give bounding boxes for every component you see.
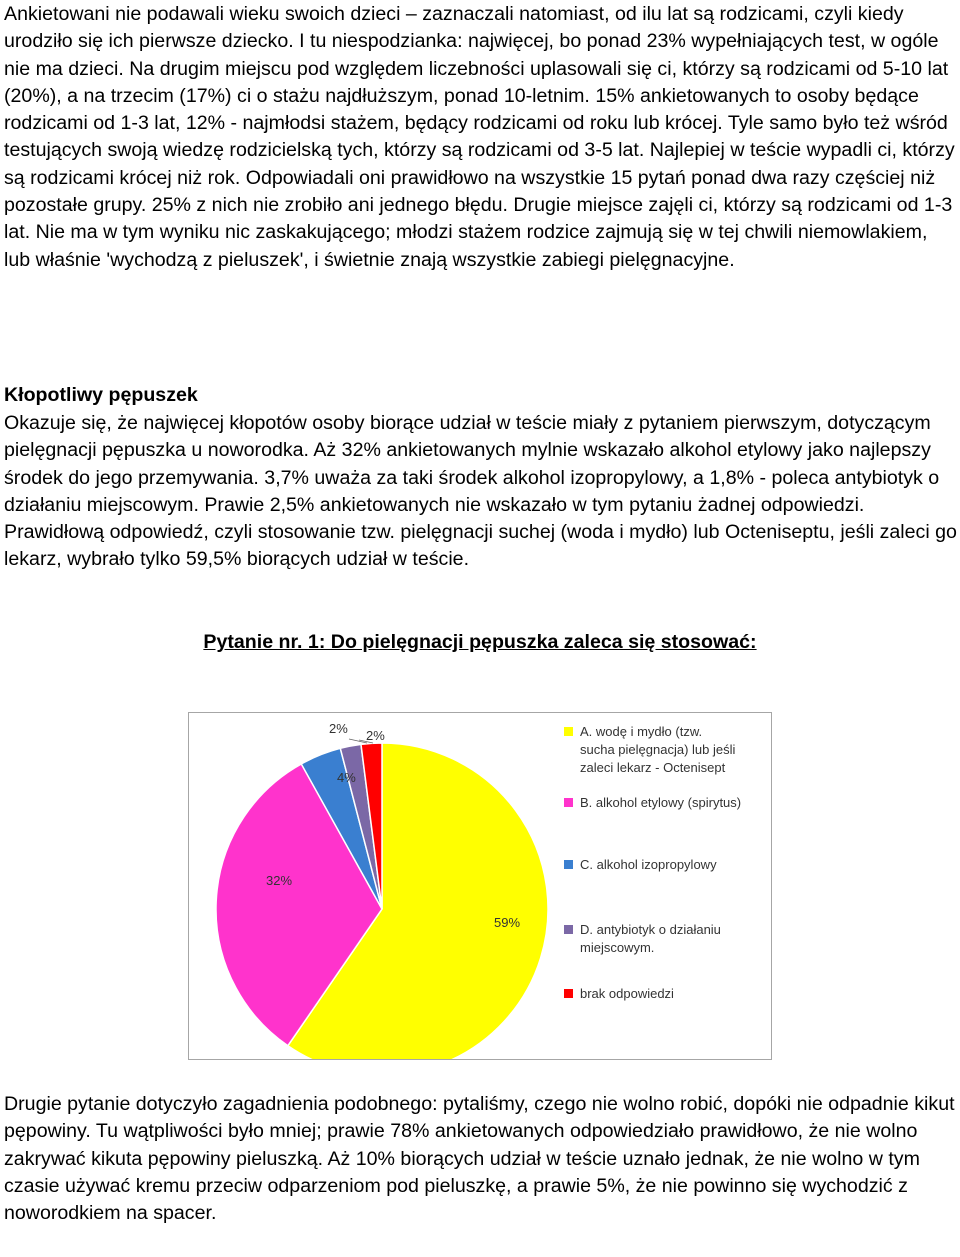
pie-data-label: 2% [366, 728, 385, 743]
legend-label: D. antybiotyk o działaniu miejscowym. [580, 922, 721, 955]
legend-swatch [564, 925, 573, 934]
paragraph-respondents: Ankietowani nie podawali wieku swoich dzieci – zaznaczali natomiast, od ilu lat są rodzicami, czyli kiedy urodziło się ich pierwsze dziecko. I tu niespodzianka: najwięcej, bo ponad 23% wypełniających test, w ogóle nie ma dzieci. Na drugim miejscu pod względem liczebności uplasowali się ci, którzy są rodzicami od 5-10 lat (20%), a na trzecim (17%) ci o stażu najdłuższym, ponad 10-letnim. 15% ankietowanych to osoby będące rodzicami od 1-3 lat, 12% - najmłodsi stażem, będący rodzicami od roku lub krócej. Tyle samo było też wśród testujących swoją wiedzę rodzicielską tych, którzy są rodzicami od 3-5 lat. Najlepiej w teście wypadli ci, którzy są rodzicami krócej niż rok. Odpowiadali oni prawidłowo na wszystkie 15 pytań ponad dwa razy częściej niż pozostałe grupy. 25% z nich nie zrobiło ani jednego błędu. Drugie miejsce zajęli ci, którzy są rodzicami od 1-3 lat. Nie ma w tym wyniku nic zaskakującego; młodzi stażem rodzice zajmują się w tej chwili niemowlakiem, lub właśnie 'wychodzą z pieluszek', i świetnie znają wszystkie zabiegi pielęgnacyjne. [4, 3, 955, 271]
legend-label: B. alkohol etylowy (spirytus) [580, 795, 742, 810]
legend-swatch [564, 727, 573, 736]
paragraph-navel-care: Okazuje się, że najwięcej kłopotów osoby biorące udział w teście miały z pytaniem pierwszym, dotyczącym pielęgnacji pępuszka u noworodka. Aż 32% ankietowanych mylnie wskazało alkohol etylowy jako najlepszy środek do jego przemywania. 3,7% uważa za taki środek alkohol izopropylowy, a 1,8% - poleca antybiotyk o działaniu miejscowym. Prawie 2,5% ankietowanych nie wskazało w tym pytaniu żadnej odpowiedzi. Prawidłową odpowiedź, czyli stosowanie tzw. pielęgnacji suchej (woda i mydło) lub Octeniseptu, jeśli zaleci go lekarz, wybrało tylko 59,5% biorących udział w teście. [4, 412, 957, 571]
legend-label: C. alkohol izopropylowy [580, 857, 717, 872]
legend-swatch [564, 860, 573, 869]
pie-chart-svg [189, 713, 771, 1059]
question-title: Pytanie nr. 1: Do pielęgnacji pępuszka zaleca się stosować: [203, 631, 757, 653]
section-heading: Kłopotliwy pępuszek [4, 384, 198, 406]
legend-swatch [564, 989, 573, 998]
pie-chart [188, 712, 772, 1060]
pie-data-label: 32% [266, 873, 293, 888]
legend-label: A. wodę i mydło (tzw. sucha pielęgnacja) lub jeśli zaleci lekarz - Octenisept [580, 724, 736, 775]
legend-label: brak odpowiedzi [580, 986, 674, 1001]
paragraph-umbilical-stump: Drugie pytanie dotyczyło zagadnienia podobnego: pytaliśmy, czego nie wolno robić, dopóki nie odpadnie kikut pępowiny. Tu wątpliwości było mniej; prawie 78% ankietowanych odpowiedziało prawidłowo, że nie wolno zakrywać kikuta pępowiny pieluszką. Aż 10% biorących udział w teście uznało jednak, że nie wolno w tym czasie używać kremu przeciw odparzeniom pod pieluszkę, a prawie 5%, że nie powinno się wychodzić z noworodkiem na spacer. [4, 1093, 955, 1225]
pie-data-label: 2% [329, 721, 348, 736]
legend-swatch [564, 798, 573, 807]
pie-data-label: 59% [494, 915, 521, 930]
pie-data-label: 4% [337, 770, 356, 785]
